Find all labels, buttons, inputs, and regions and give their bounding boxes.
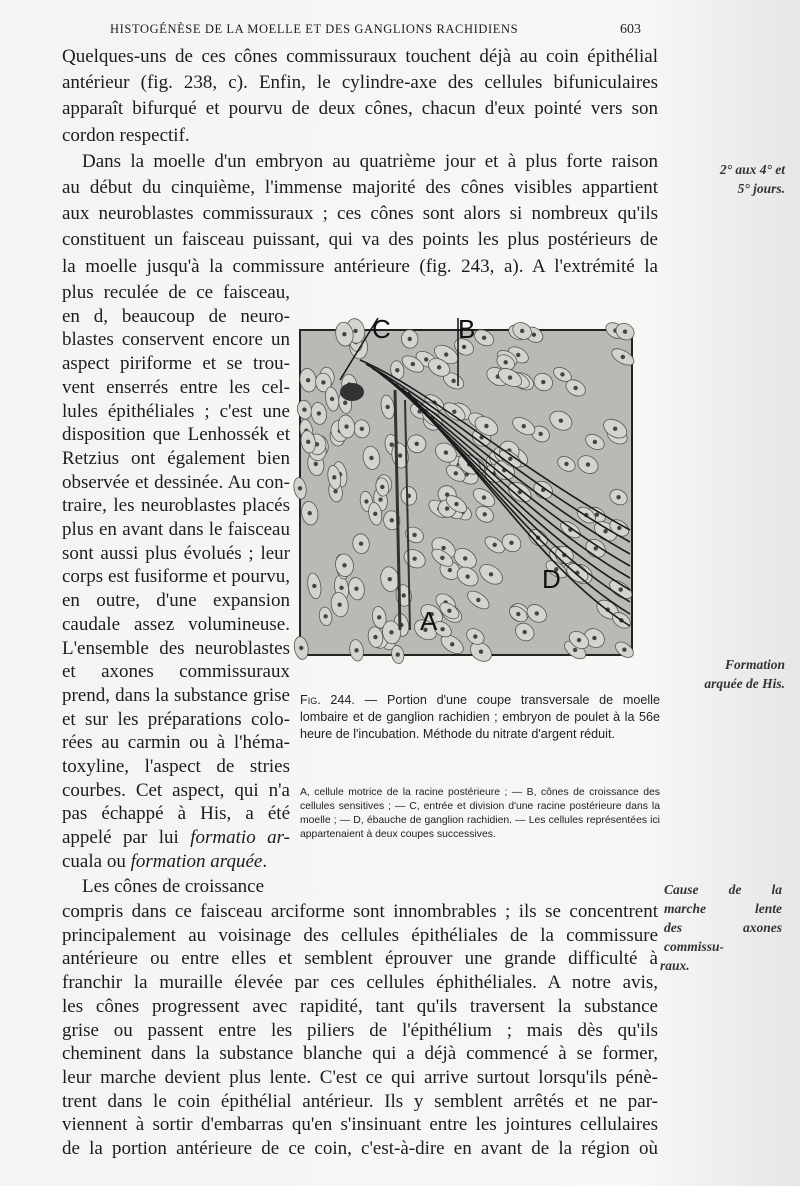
cell-nucleus bbox=[476, 598, 480, 602]
italic-term: formation arquée bbox=[130, 850, 263, 872]
cell-nucleus bbox=[465, 574, 469, 578]
text-line: constituent un faisceau puissant, qui va des points les plus postérieurs de bbox=[62, 229, 658, 251]
cell-nucleus bbox=[408, 337, 412, 341]
cell-nucleus bbox=[508, 375, 512, 379]
margin-note-line: marche lente bbox=[664, 901, 782, 916]
running-header: HISTOGÉNÈSE DE LA MOELLE ET DES GANGLIONS RACHIDIENS bbox=[110, 22, 519, 36]
text-line: sont aussi plus évolués ; leur bbox=[62, 542, 290, 564]
cell-nucleus bbox=[412, 557, 416, 561]
cell-nucleus bbox=[412, 533, 416, 537]
text-line: de la portion antérieure de ce coin, c'est-à-dire en avant de la région où bbox=[62, 1138, 658, 1159]
cell-nucleus bbox=[323, 614, 327, 618]
text-line: antérieur (fig. 238, c). Enfin, le cylindre-axe des cellules bifuniculaires bbox=[62, 72, 658, 94]
cell-nucleus bbox=[389, 630, 393, 634]
cell-nucleus bbox=[369, 456, 373, 460]
cell-nucleus bbox=[560, 372, 564, 376]
cell-nucleus bbox=[483, 512, 487, 516]
cell-nucleus bbox=[516, 612, 520, 616]
cell-nucleus bbox=[395, 368, 399, 372]
cell-nucleus bbox=[390, 518, 394, 522]
cell-nucleus bbox=[378, 497, 382, 501]
cell-nucleus bbox=[523, 630, 527, 634]
cell-nucleus bbox=[541, 380, 545, 384]
text-line: lules épithéliales ; c'est une bbox=[62, 400, 290, 422]
text-line: Les cônes de croissance bbox=[82, 876, 265, 897]
cell-nucleus bbox=[535, 611, 539, 615]
cell-nucleus bbox=[564, 462, 568, 466]
cell-nucleus bbox=[482, 336, 486, 340]
text-line: traire, les neuroblastes placés bbox=[62, 495, 290, 517]
text-line: plus reculée de ce faisceau, bbox=[62, 282, 290, 303]
text-line: principalement au voisinage des cellules épithéliales de la commissure bbox=[62, 924, 658, 946]
cell-nucleus bbox=[619, 587, 623, 591]
text-line: cheminent dans la substance blanche qui a déjà commencé à se former, bbox=[62, 1043, 658, 1065]
cell-nucleus bbox=[306, 440, 310, 444]
cell-nucleus bbox=[312, 584, 316, 588]
text-line: Dans la moelle d'un embryon au quatrième jour et à plus forte raison bbox=[82, 150, 658, 172]
cell-nucleus bbox=[516, 353, 520, 357]
cell-nucleus bbox=[451, 379, 455, 383]
cell-nucleus bbox=[445, 506, 449, 510]
cell-nucleus bbox=[299, 646, 303, 650]
cell-nucleus bbox=[360, 427, 364, 431]
text-line: viennent à sortir d'embarras qu'en s'insinuant entre les jointures cellulaires bbox=[62, 1114, 658, 1136]
legend-text: A, cellule motrice de la racine postérieure ; — B, cônes de croissance des cellules sensitives ; — C, entrée et division d'une racine postérieure dans la moelle ; — D, ébauche de ganglion rachidien. — Les cellules représentées ici appartenaient à deux coupes successives. bbox=[300, 787, 660, 840]
text-line: trent dans le coin épithélial antérieur. Ils y semblent arrêtés et ne par- bbox=[62, 1090, 658, 1112]
cell-nucleus bbox=[298, 486, 302, 490]
cell-nucleus bbox=[454, 471, 458, 475]
cell-nucleus bbox=[437, 365, 441, 369]
margin-note-line: des axones bbox=[664, 920, 782, 935]
cell-nucleus bbox=[573, 386, 577, 390]
cell-nucleus bbox=[623, 329, 627, 333]
figure-label-b: B bbox=[458, 314, 476, 344]
text-line: leur marche devient plus lente. C'est ce qui arrive surtout lorsqu'ils pénè- bbox=[62, 1066, 658, 1088]
text-line: courbes. Cet aspect, qui n'a bbox=[62, 779, 290, 801]
cell-nucleus bbox=[306, 378, 310, 382]
cell-nucleus bbox=[479, 650, 483, 654]
cell-nucleus bbox=[504, 360, 508, 364]
margin-note-line: Cause de la bbox=[664, 882, 782, 897]
text-line: aux neuroblastes commissuraux ; ces cônes sont alors si nombreux qu'ils bbox=[62, 203, 658, 225]
text-line: en d, beaucoup de neuro- bbox=[62, 305, 290, 327]
cell-nucleus bbox=[440, 556, 444, 560]
cell-nucleus bbox=[308, 511, 312, 515]
text-line: observée et dessinée. Au con- bbox=[62, 471, 290, 493]
text-line: grise ou passent entre les piliers de l'épithélium ; mais dès qu'ils bbox=[62, 1019, 658, 1041]
cell-nucleus bbox=[492, 543, 496, 547]
figure-label-c: C bbox=[372, 314, 391, 344]
text-line: en outre, d'une expansion bbox=[62, 590, 290, 612]
cell-nucleus bbox=[592, 636, 596, 640]
cell-nucleus bbox=[385, 405, 389, 409]
caption-text: — Portion d'une coupe transversale de moelle lombaire et de ganglion rachidien ; embryon de poulet à la 56e heure de l'incubation. Méthode du nitrate d'argent réduit. bbox=[300, 693, 660, 741]
cell-nucleus bbox=[593, 440, 597, 444]
cell-nucleus bbox=[508, 457, 512, 461]
cell-nucleus bbox=[462, 345, 466, 349]
cell-nucleus bbox=[321, 380, 325, 384]
text-line: pas échappé à His, a été bbox=[62, 803, 290, 825]
cell-nucleus bbox=[463, 556, 467, 560]
cell-nucleus bbox=[613, 426, 617, 430]
cell-nucleus bbox=[377, 615, 381, 619]
figure-legend bbox=[300, 786, 660, 842]
cell-nucleus bbox=[444, 450, 448, 454]
margin-note-line: raux. bbox=[660, 958, 690, 973]
cell-nucleus bbox=[617, 526, 621, 530]
page-number: 603 bbox=[620, 22, 641, 37]
figure-number: Fig. 244. bbox=[300, 693, 355, 707]
figure-caption bbox=[300, 692, 660, 743]
text-line: compris dans ce faisceau arciforme sont innombrables ; ils se concentrent bbox=[62, 901, 658, 922]
text-line: la moelle jusqu'à la commissure antérieure (fig. 243, a). A l'extrémité la bbox=[62, 255, 658, 277]
cell-nucleus bbox=[447, 609, 451, 613]
cell-nucleus bbox=[573, 648, 577, 652]
margin-note-line: commissu- bbox=[664, 939, 725, 954]
cell-nucleus bbox=[444, 352, 448, 356]
figure-label-a: A bbox=[420, 606, 438, 636]
text-line: et axones commissuraux bbox=[62, 661, 290, 683]
cell-nucleus bbox=[441, 546, 445, 550]
text-line: appelé par lui formatio ar- bbox=[62, 827, 290, 849]
cell-nucleus bbox=[364, 499, 368, 503]
cell-nucleus bbox=[424, 357, 428, 361]
margin-note-line: Formation bbox=[724, 657, 785, 672]
cell-nucleus bbox=[484, 424, 488, 428]
text-line: plus en avant dans le faisceau bbox=[62, 519, 290, 540]
text-line: franchir la muraille élevée par ces cellules éphithéliales. A notre avis, bbox=[62, 972, 658, 994]
figure-244 bbox=[300, 314, 632, 655]
cell-nucleus bbox=[411, 362, 415, 366]
cell-nucleus bbox=[388, 577, 392, 581]
text-line: cordon respectif. bbox=[62, 124, 190, 146]
text-line: vent enserrés entre les cel- bbox=[62, 376, 290, 398]
text-line: et sur les préparations colo- bbox=[62, 708, 290, 730]
text-line: prend, dans la substance grise bbox=[62, 684, 290, 706]
cell-nucleus bbox=[621, 355, 625, 359]
cell-nucleus bbox=[339, 586, 343, 590]
cell-nucleus bbox=[380, 485, 384, 489]
cell-nucleus bbox=[482, 495, 486, 499]
text-line: antérieure ou entre elles et semblent éprouver une grande difficulté à bbox=[62, 948, 658, 970]
text-line: disposition que Lenhossék et bbox=[62, 424, 290, 446]
cell-nucleus bbox=[452, 409, 456, 413]
margin-note-line: arquée de His. bbox=[704, 676, 785, 691]
cell-nucleus bbox=[538, 432, 542, 436]
margin-note-line: 2° aux 4° et bbox=[719, 162, 785, 177]
figure-label-d: D bbox=[542, 564, 561, 594]
histology-illustration bbox=[300, 314, 632, 655]
cell-nucleus bbox=[398, 453, 402, 457]
cell-nucleus bbox=[302, 408, 306, 412]
cell-nucleus bbox=[342, 563, 346, 567]
cell-nucleus bbox=[454, 502, 458, 506]
cell-nucleus bbox=[532, 333, 536, 337]
text-line: au début du cinquième, l'immense majorité des cônes visibles appartient bbox=[62, 177, 658, 198]
text-line: corps est fusiforme et pourvu, bbox=[62, 566, 290, 588]
text-line: L'ensemble des neuroblastes bbox=[62, 637, 290, 659]
cell-nucleus bbox=[622, 647, 626, 651]
cell-nucleus bbox=[509, 541, 513, 545]
cell-nucleus bbox=[343, 401, 347, 405]
cell-nucleus bbox=[333, 489, 337, 493]
cell-nucleus bbox=[337, 602, 341, 606]
cell-nucleus bbox=[317, 411, 321, 415]
cell-nucleus bbox=[373, 512, 377, 516]
cell-nucleus bbox=[332, 475, 336, 479]
cell-nucleus bbox=[415, 442, 419, 446]
cell-nucleus bbox=[577, 638, 581, 642]
text-line: cuala ou formation arquée. bbox=[62, 850, 268, 872]
text-line: Quelques-uns de ces cônes commissuraux touchent déjà au coin épithélial bbox=[62, 46, 658, 67]
text-line: Retzius ont également bien bbox=[62, 447, 290, 469]
motor-cell bbox=[340, 383, 364, 401]
cell-nucleus bbox=[520, 329, 524, 333]
cell-nucleus bbox=[353, 329, 357, 333]
cell-nucleus bbox=[396, 652, 400, 656]
cell-nucleus bbox=[450, 642, 454, 646]
cell-nucleus bbox=[373, 635, 377, 639]
cell-nucleus bbox=[448, 568, 452, 572]
cell-nucleus bbox=[440, 627, 444, 631]
cell-nucleus bbox=[473, 634, 477, 638]
text-line: apparaît bifurqué et pourvu de deux cônes, chacun d'eux pointé vers son bbox=[62, 98, 658, 120]
text-line: toxyline, l'aspect de stries bbox=[62, 756, 290, 777]
cell-nucleus bbox=[559, 418, 563, 422]
cell-nucleus bbox=[344, 424, 348, 428]
text-line: aspect piriforme et se trou- bbox=[62, 353, 290, 375]
cell-nucleus bbox=[354, 586, 358, 590]
cell-nucleus bbox=[489, 572, 493, 576]
cell-nucleus bbox=[342, 332, 346, 336]
margin-note-line: 5° jours. bbox=[737, 181, 785, 196]
text-line: blastes conservent encore un bbox=[62, 329, 290, 351]
italic-term: formatio ar- bbox=[190, 827, 290, 849]
cell-nucleus bbox=[354, 648, 358, 652]
cell-nucleus bbox=[389, 442, 393, 446]
cell-nucleus bbox=[616, 495, 620, 499]
text-line: les cônes progressent avec rapidité, tant qu'ils traversent la substance bbox=[62, 995, 658, 1017]
cell-nucleus bbox=[359, 542, 363, 546]
text-line: caudale assez volumineuse. bbox=[62, 613, 290, 635]
text-line: rées au carmin ou à l'héma- bbox=[62, 732, 290, 754]
cell-nucleus bbox=[314, 462, 318, 466]
cell-nucleus bbox=[586, 462, 590, 466]
cell-nucleus bbox=[402, 593, 406, 597]
cell-nucleus bbox=[330, 397, 334, 401]
cell-nucleus bbox=[522, 424, 526, 428]
